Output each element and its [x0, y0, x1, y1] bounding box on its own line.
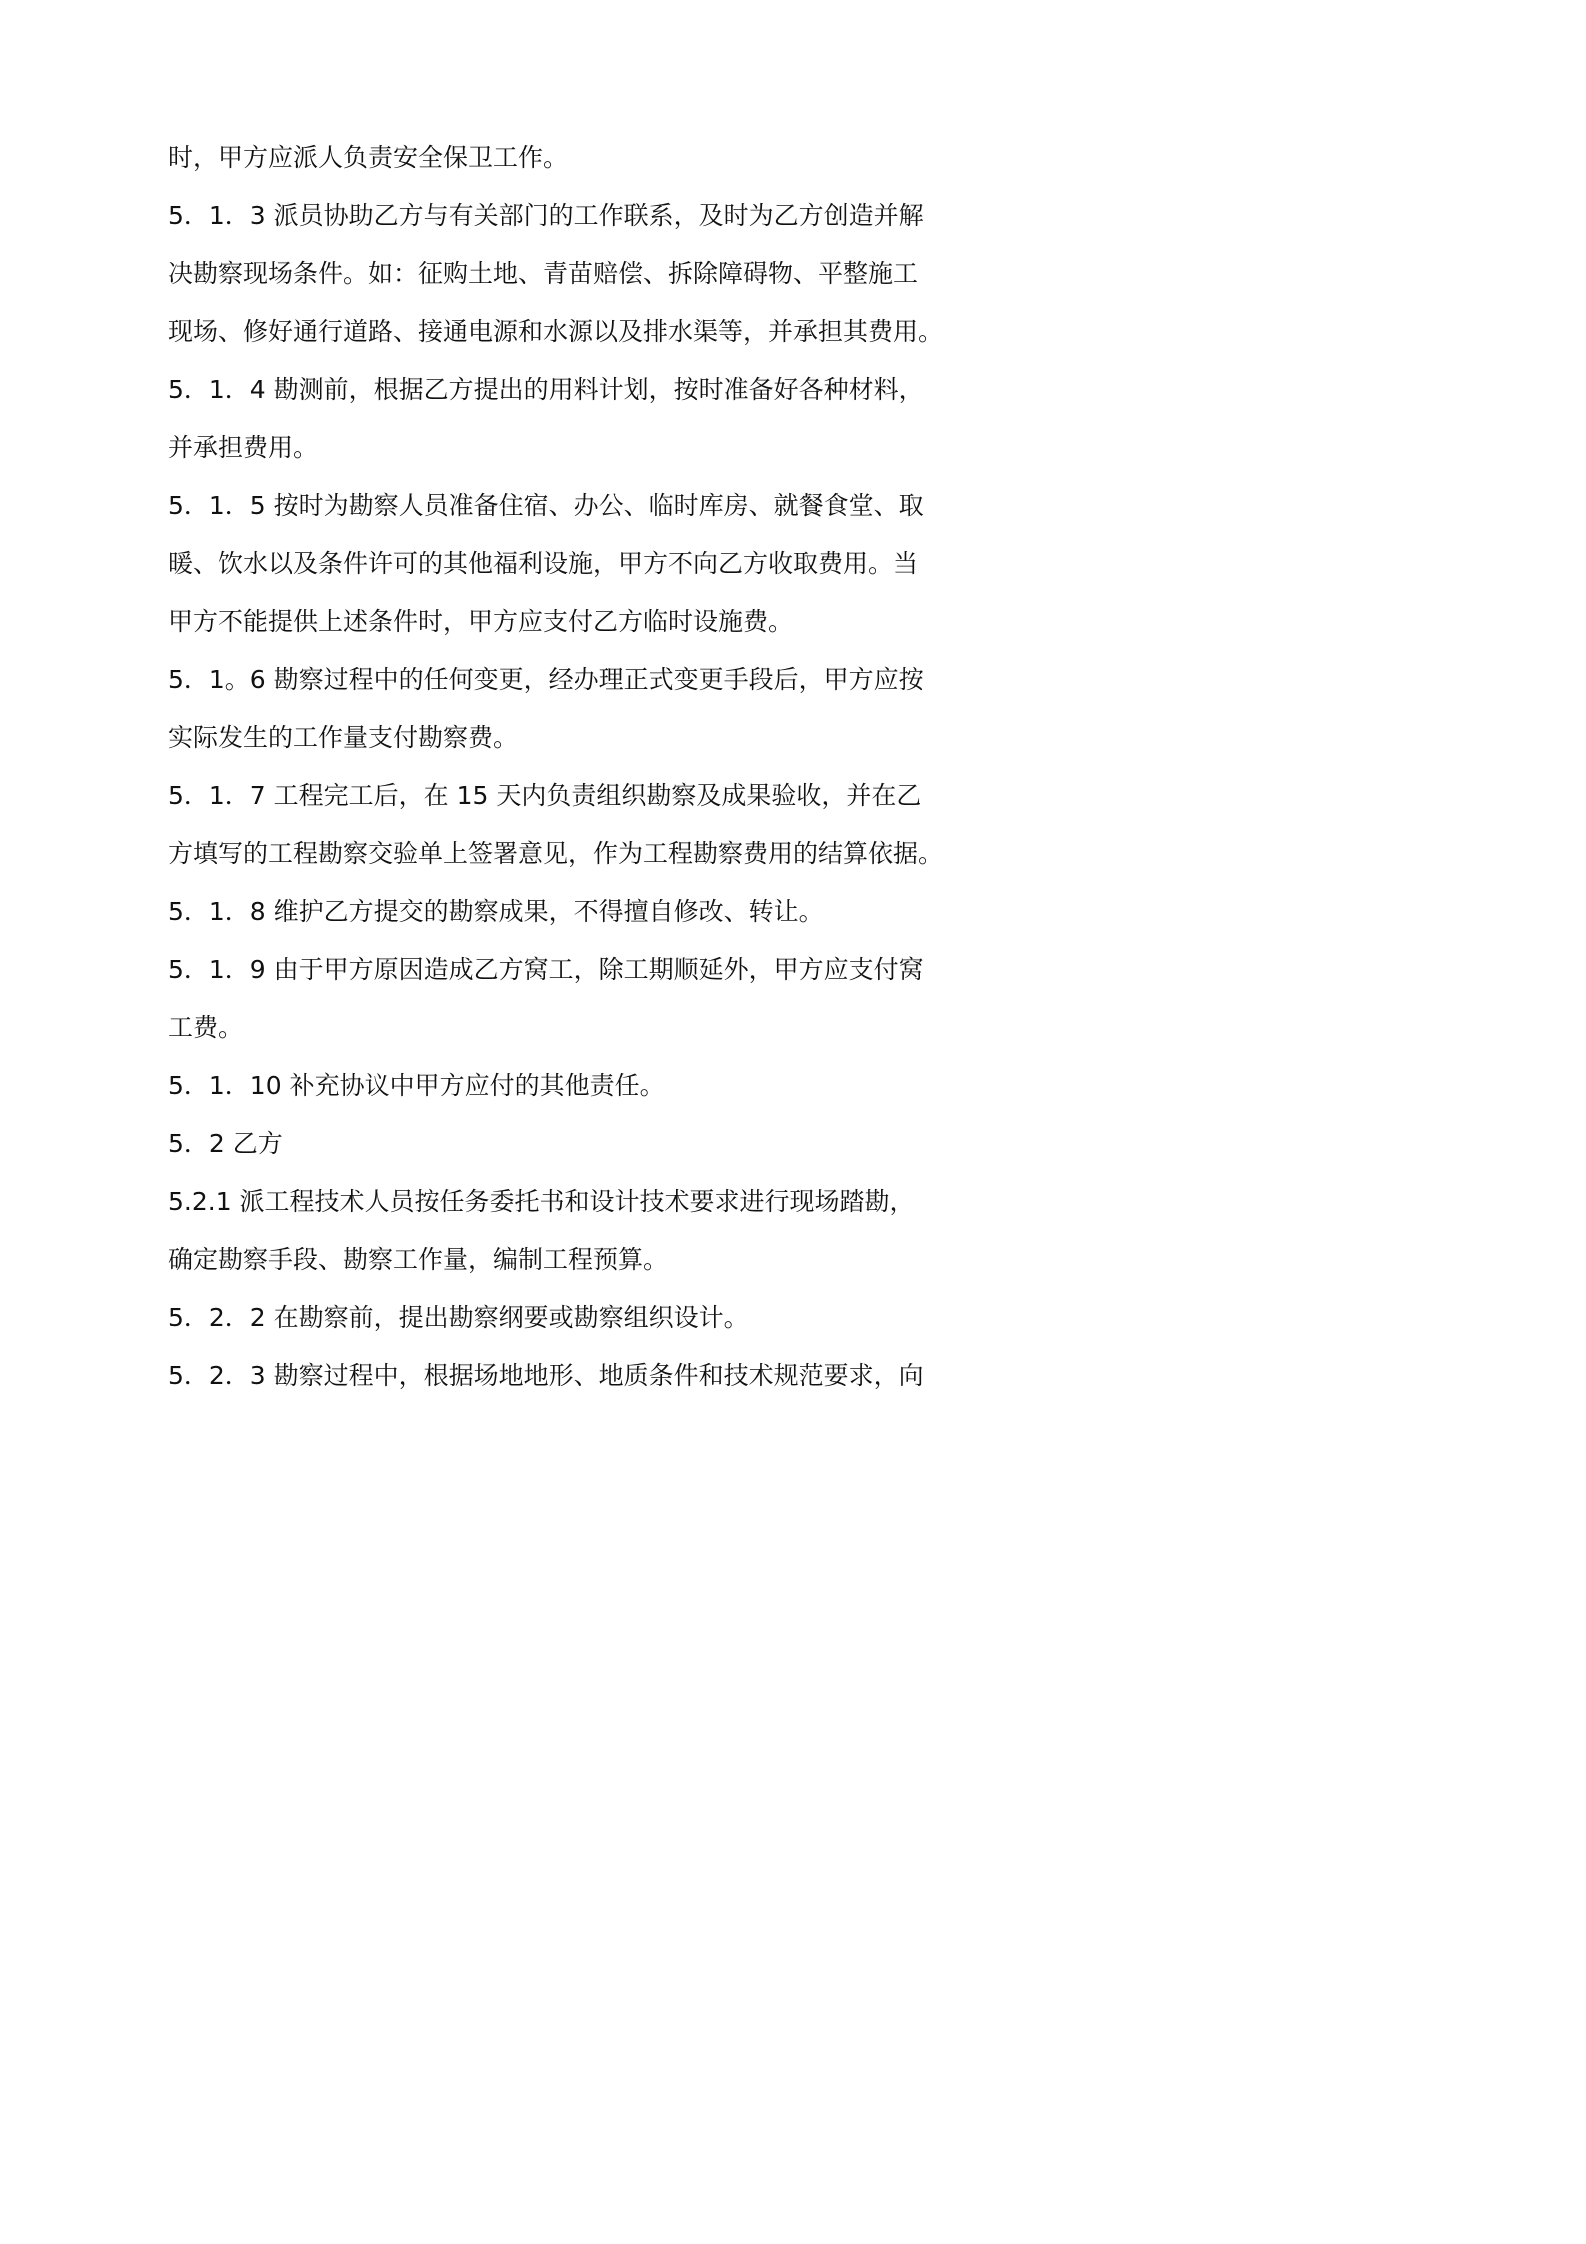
- text-line: 实际发生的工作量支付勘察费。: [168, 723, 519, 752]
- text-line: 决勘察现场条件。如：征购土地、青苗赔偿、拆除障碍物、平整施工: [168, 259, 919, 288]
- text-line: 5．2．3 勘察过程中，根据场地地形、地质条件和技术规范要求，向: [168, 1361, 924, 1390]
- text-line: 时，甲方应派人负责安全保卫工作。: [168, 143, 569, 172]
- text-line: 5．1．4 勘测前，根据乙方提出的用料计划，按时准备好各种材料，: [168, 375, 924, 404]
- text-line: 5．2．2 在勘察前，提出勘察纲要或勘察组织设计。: [168, 1303, 749, 1332]
- text-line: 5．1．7 工程完工后，在 15 天内负责组织勘察及成果验收，并在乙: [168, 781, 922, 810]
- text-line: 暖、饮水以及条件许可的其他福利设施，甲方不向乙方收取费用。当: [168, 549, 919, 578]
- text-line: 5．1．9 由于甲方原因造成乙方窝工，除工期顺延外，甲方应支付窝: [168, 955, 924, 984]
- text-line: 5．1．3 派员协助乙方与有关部门的工作联系，及时为乙方创造并解: [168, 201, 924, 230]
- text-line: 5．1．5 按时为勘察人员准备住宿、办公、临时库房、就餐食堂、取: [168, 491, 924, 520]
- document-page: [0, 0, 1100, 1556]
- text-line: 5．1。6 勘察过程中的任何变更，经办理正式变更手段后，甲方应按: [168, 665, 924, 694]
- section-heading: 5．2 乙方: [168, 1129, 283, 1158]
- text-line: 现场、修好通行道路、接通电源和水源以及排水渠等，并承担其费用。: [168, 317, 944, 346]
- text-line: 工费。: [168, 1013, 244, 1042]
- text-line: 并承担费用。: [168, 433, 319, 462]
- text-line: 5．1．8 维护乙方提交的勘察成果，不得擅自修改、转让。: [168, 897, 824, 926]
- text-line: 甲方不能提供上述条件时，甲方应支付乙方临时设施费。: [168, 607, 794, 636]
- text-line: 确定勘察手段、勘察工作量，编制工程预算。: [168, 1245, 669, 1274]
- text-line: 方填写的工程勘察交验单上签署意见，作为工程勘察费用的结算依据。: [168, 839, 944, 868]
- text-line: 5．1．10 补充协议中甲方应付的其他责任。: [168, 1071, 665, 1100]
- text-line: 5.2.1 派工程技术人员按任务委托书和设计技术要求进行现场踏勘，: [168, 1187, 915, 1216]
